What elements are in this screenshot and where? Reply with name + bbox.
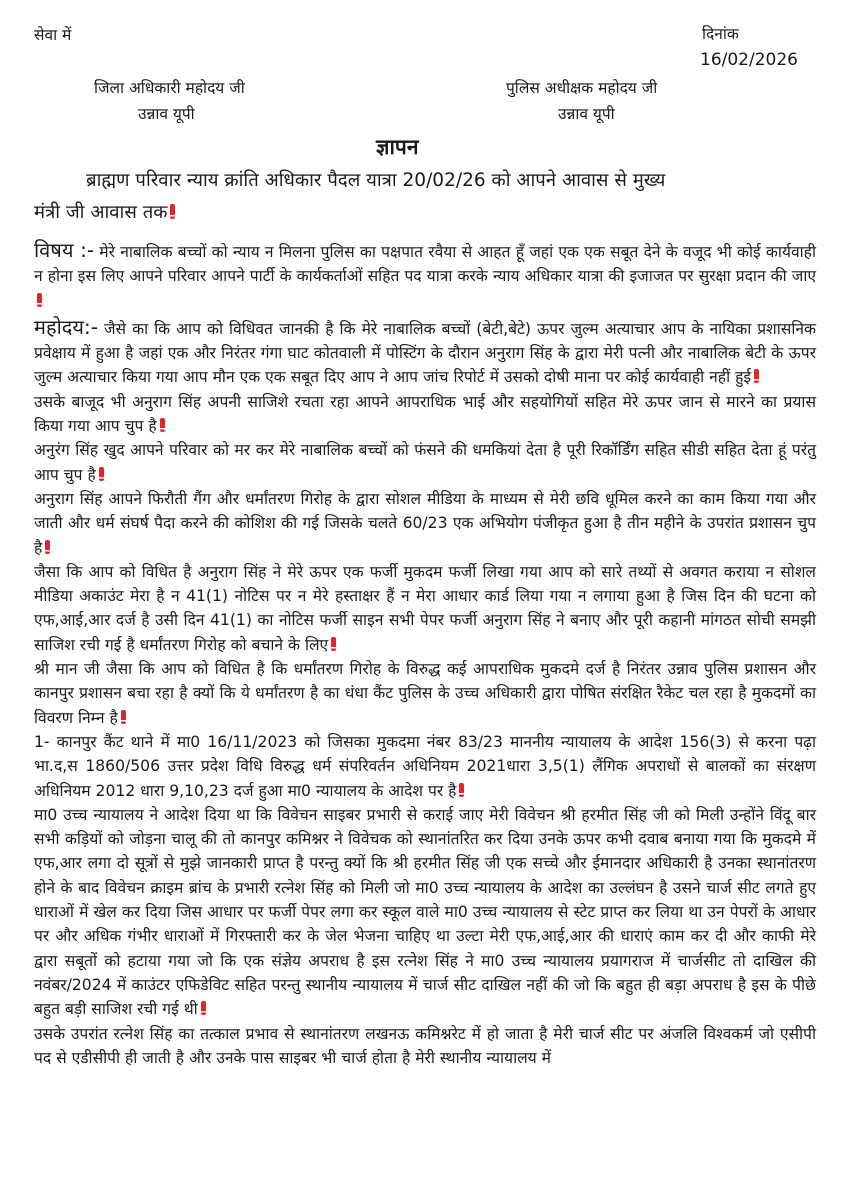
paragraph-text: अनुराग सिंह आपने फिरौती गैंग और धर्मांतरण गिरोह के द्वारा सोशल मीडिया के माध्यम से मेरी छवि धूमिल करने का काम किया गया और जाती और धर्म संघर्ष पैदा करने की कोशिश की गई जिसके चलते 60/23 एक अभियोग पंजीकृत हुआ है तीन महीने के उपरांत प्रशासन चुप है (34, 489, 816, 557)
exclamation-icon (459, 783, 464, 797)
subject-text: मेरे नाबालिक बच्चों को न्याय न मिलना पुलिस का पक्षपात रवैया से आहत हूँ जहां एक एक सबूत देने के वजूद भी कोई कार्यवाही न होना इस लिए आपने परिवार आपने पार्टी के कार्यकर्ताओं सहित पद यात्रा करके न्याय अधिकार यात्रा की इजाजत पर सुरक्षा प्रदान की जाए (34, 243, 816, 286)
greeting-text: जैसे का कि आप को विधिवत जानकी है कि मेरे नाबालिक बच्चों (बेटी,बेटे) ऊपर जुल्म अत्याचार आप के नायिका प्रशासनिक प्रवेक्षाय में हुआ है जहां एक और निरंतर गंगा घाट कोतवाली में पोस्टिंग के दौरान अनुराग सिंह के द्वारा मेरी पत्नी और नाबालिक बेटी के ऊपर जुल्म अत्याचार किया गया आप मौन एक एक सबूत दिए आप ने आप जांच रिपोर्ट में उसको दोषी माना पर कोई कार्यवाही नहीं हुई (34, 319, 816, 387)
exclamation-icon (45, 540, 50, 554)
date-label: दिनांक (702, 25, 739, 43)
subject-paragraph (34, 238, 816, 313)
exclamation-icon (160, 418, 165, 432)
recipient-right-line2: उन्नाव यूपी (558, 105, 615, 123)
body-paragraph (34, 803, 816, 1022)
greeting-paragraph (34, 315, 816, 390)
recipient-right-line1: पुलिस अधीक्षक महोदय जी (506, 79, 658, 97)
body-paragraph (34, 1022, 816, 1071)
paragraph-text: उसके बाजूद भी अनुराग सिंह अपनी साजिशे रचता रहा आपने आपराधिक भाई और सहयोगियों सहित मेरे ऊपर जान से मारने का प्रयास किया गया आप चुप है (34, 392, 816, 436)
body-paragraph (34, 657, 816, 730)
paragraph-text: जैसा कि आप को विधित है अनुराग सिंह ने मेरे ऊपर एक फर्जी मुकदम फर्जी लिखा गया आप को सारे तथ्यों से अवगत कराया न सोशल मीडिया अकाउंट मेरा है न 41(1) नोटिस पर न मेरे हस्ताक्षर हैं न मेरा आधार कार्ड लिया गया न लगाया हुआ है जिस दिन की घटना को एफ,आई,आर दर्ज है उसी दिन 41(1) का नोटिस फर्जी साइन सभी पेपर फर्जी अनुराग सिंह ने बनाए और पूरी कहानी मांगठत सोची समझी साजिश रची गई है धर्मांतरण गिरोह को बचाने के लिए (34, 562, 816, 654)
recipient-left-line1: जिला अधिकारी महोदय जी (94, 79, 245, 97)
body-paragraph (34, 560, 816, 657)
document-body (34, 238, 816, 1070)
exclamation-icon (201, 1001, 206, 1015)
subtitle-line2-text: मंत्री जी आवास तक (34, 202, 168, 223)
paragraph-text: उसके उपरांत रत्नेश सिंह का तत्काल प्रभाव से स्थानांतरण लखनऊ कमिश्नरेट में हो जाता है मेरी चार्ज सीट पर अंजलि विश्वकर्म जो एसीपी पद से एडीसीपी ही जाती है और उनके पास साइबर भी चार्ज होता है मेरी स्थानीय न्यायालय में (34, 1024, 816, 1067)
body-paragraph (34, 438, 816, 487)
exclamation-icon (170, 204, 175, 219)
body-paragraph (34, 487, 816, 560)
exclamation-icon (754, 369, 759, 383)
exclamation-icon (99, 467, 104, 481)
subject-label: विषय :- (34, 238, 95, 262)
paragraph-text: अनुरंग सिंह खुद आपने परिवार को मर कर मेरे नाबालिक बच्चों को फंसने की धमकियां देता है पूरी रिकॉर्डिंग सहित सीडी सहित देता हूं परंतु आप चुप है (34, 441, 816, 484)
exclamation-icon (121, 710, 126, 724)
document-title: ज्ञापन (376, 135, 419, 159)
subtitle-line2 (34, 198, 175, 228)
paragraph-text: मा0 उच्च न्यायालय ने आदेश दिया था कि विवेचन साइबर प्रभारी से कराई जाए मेरी विवेचन श्री हरमीत सिंह जी को मिली उन्होंने विंदू बार सभी कड़ियों को जोड़ना चालू की तो कानपुर कमिश्नर ने विवेचक को स्थानांतरित कर दिया उनके ऊपर कभी दवाब बनाया गया कि मुकदमे में एफ,आर लगा दो सूत्रों से मुझे जानकारी प्राप्त है परन्तु क्यों कि श्री हरमीत सिंह जी एक सच्चे और ईमानदार अधिकारी है उनका स्थानांतरण होने के बाद विवेचन क्राइम ब्रांच के प्रभारी रत्नेश सिंह को मिली जो मा0 उच्च न्यायालय के आदेश का उल्लंघन है उसने चार्ज सीट लगते हुए धाराओं में खेल कर दिया जिस आधार पर फर्जी पेपर लगा कर स्कूल वाले मा0 उच्च न्यायालय से स्टेट प्राप्त कर लिया था उन पेपरों के आधार पर और अधिक गंभीर धाराओं में गिरफ्तारी कर के जेल भेजना चाहिए था उल्टा मेरी एफ,आई,आर की धाराएं काम कर दी और काफी मेरे द्वारा सबूतों को हटाया गया जो कि एक संज्ञेय अपराध है इस रत्नेश सिंह ने मा0 उच्च न्यायालय प्रयागराज में चार्जसीट तो दाखिल की नवंबर/2024 में काउंटर एफिडेविट सहित परन्तु स्थानीय न्यायालय में चार्ज सीट दाखिल नहीं की जो कि बहुत ही बड़ा अपराध है इस के पीछे बहुत बड़ी साजिश रची गई थी (34, 805, 816, 1019)
exclamation-icon (37, 293, 42, 307)
salutation: सेवा में (34, 26, 72, 44)
body-paragraph (34, 390, 816, 439)
body-paragraph (34, 730, 816, 803)
date-value: 16/02/2026 (700, 50, 798, 70)
recipient-left-line2: उन्नाव यूपी (138, 105, 195, 123)
exclamation-icon (331, 637, 336, 651)
greeting-label: महोदय:- (34, 314, 98, 339)
subtitle-line1: ब्राह्मण परिवार न्याय क्रांति अधिकार पैदल यात्रा 20/02/26 को आपने आवास से मुख्य (86, 170, 666, 191)
paragraph-text: श्री मान जी जैसा कि आप को विधित है कि धर्मांतरण गिरोह के विरुद्ध कई आपराधिक मुकदमे दर्ज है निरंतर उन्नाव पुलिस प्रशासन और कानपुर प्रशासन बचा रहा है क्यों कि ये धर्मांतरण है का धंधा कैंट पुलिस के उच्च अधिकारी द्वारा पोषित संरक्षित रैकेट चल रहा है मुकदमों का विवरण निम्न है (34, 660, 816, 727)
paragraph-text: 1- कानपुर कैंट थाने में मा0 16/11/2023 को जिसका मुकदमा नंबर 83/23 माननीय न्यायालय के आदेश 156(3) से करना पढ़ा भा.द,स 1860/506 उत्तर प्रदेश विधि विरुद्ध धर्म संपरिवर्तन अधिनियम 2021धारा 3,5(1) लैंगिक अपराधों से बालकों का संरक्षण अधिनियम 2012 धारा 9,10,23 दर्ज हुआ मा0 न्यायालय के आदेश पर है (34, 732, 816, 800)
